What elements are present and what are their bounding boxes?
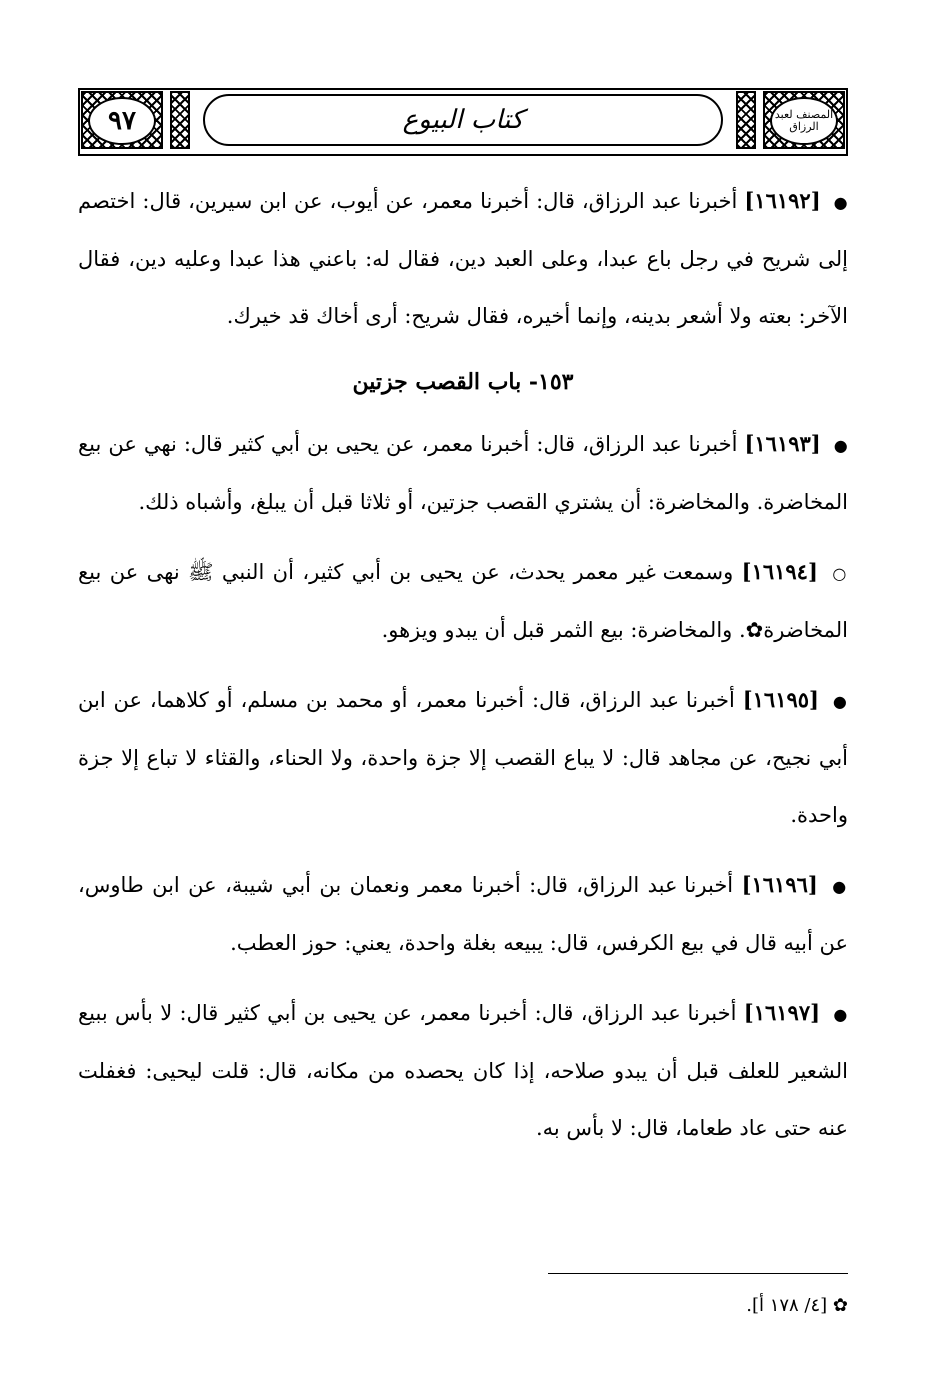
hadith-text: أخبرنا عبد الرزاق، قال: أخبرنا معمر، عن يحيى بن أبي كثير قال: نهي عن بيع المخاضرة. والمخاضرة: أن يشتري القصب جزتين، أو ثلاثا قبل أن يبلغ، وأشباه ذلك. <box>78 432 848 514</box>
bullet: ● <box>832 877 848 896</box>
hadith-number: [١٦١٩٢] <box>744 188 821 213</box>
hadith-16192 <box>78 172 848 345</box>
hadith-number: [١٦١٩٥] <box>742 687 819 712</box>
hadith-number: [١٦١٩٣] <box>744 431 821 456</box>
hadith-number: [١٦١٩٦] <box>741 872 818 897</box>
bullet: ● <box>833 193 848 212</box>
hadith-number: [١٦١٩٤] <box>741 559 818 584</box>
chapter-title: كتاب البيوع <box>203 94 723 146</box>
ornament-right-inner <box>736 91 756 149</box>
page-header <box>78 88 848 156</box>
hadith-16196 <box>78 856 848 972</box>
bullet: ○ <box>832 564 848 583</box>
page-body <box>78 172 848 1157</box>
bullet: ● <box>833 1005 848 1024</box>
hadith-text: وسمعت غير معمر يحدث، عن يحيى بن أبي كثير، أن النبي ﷺ نهى عن بيع المخاضرة✿. والمخاضرة: بيع الثمر قبل أن يبدو ويزهو. <box>78 560 848 642</box>
hadith-text: أخبرنا عبد الرزاق، قال: أخبرنا معمر، عن يحيى بن أبي كثير قال: لا بأس ببيع الشعير للعلف قبل أن يبدو صلاحه، إذا كان يحصده من مكانه، قال: قلت ليحيى: فغفلت عنه حتى عاد طعاما، قال: لا بأس به. <box>78 1001 848 1140</box>
bullet: ● <box>832 692 848 711</box>
hadith-16195 <box>78 671 848 844</box>
page-number: ٩٧ <box>88 97 156 145</box>
bullet: ● <box>833 436 848 455</box>
hadith-text: أخبرنا عبد الرزاق، قال: أخبرنا معمر، عن أيوب، عن ابن سيرين، قال: اختصم إلى شريح في رجل باع عبدا، وعلى العبد دين، فقال له: باعني هذا عبدا وعليه دين، فقال الآخر: بعته ولا أشعر بدينه، وإنما أخيره، فقال شريح: أرى أخاك قد خيرك. <box>78 189 848 328</box>
ornament-left-inner <box>170 91 190 149</box>
hadith-16194 <box>78 543 848 659</box>
hadith-16197 <box>78 984 848 1157</box>
footnote: ✿ [٤/ ١٧٨ أ]. <box>746 1295 848 1316</box>
footnote-separator <box>548 1273 848 1274</box>
chapter-heading: ١٥٣- باب القصب جزتين <box>352 369 574 395</box>
book-seal: المصنف لعبد الرزاق <box>770 97 838 145</box>
hadith-16193 <box>78 415 848 531</box>
hadith-text: أخبرنا عبد الرزاق، قال: أخبرنا معمر ونعمان بن أبي شيبة، عن ابن طاوس، عن أبيه قال في بيع الكرفس، قال: يبيعه بغلة واحدة، يعني: حوز العطب. <box>78 873 848 955</box>
hadith-number: [١٦١٩٧] <box>743 1000 821 1025</box>
hadith-text: أخبرنا عبد الرزاق، قال: أخبرنا معمر، أو محمد بن مسلم، أو كلاهما، عن ابن أبي نجيح، عن مجاهد قال: لا يباع القصب إلا جزة واحدة، ولا الحناء، والقثاء لا تباع إلا جزة واحدة. <box>78 688 848 827</box>
